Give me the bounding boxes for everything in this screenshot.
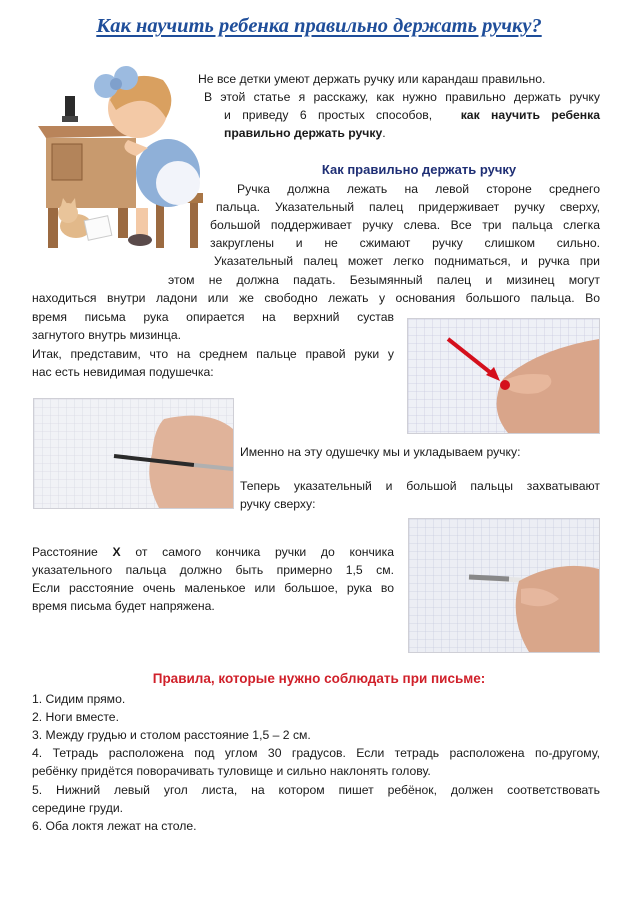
distance-line-2: указательного пальца должно быть примерно 1,5 см. [32, 563, 394, 577]
body-line-1: Ручка должна лежать на левой стороне среднего [237, 182, 600, 196]
body-line-4: закруглены и не сжимают ручку слишком сильно. [210, 236, 600, 250]
body-line-7: находиться внутри ладони или же свободно лежать у основания большого пальца. Во [32, 291, 600, 305]
distance-x-label: Х [112, 545, 121, 559]
rule-item-2: 2. Ноги вместе. [32, 710, 119, 724]
intro-line-3 [224, 107, 600, 124]
caption-cushion: Именно на эту одушечку мы и укладываем ручку: [240, 445, 521, 459]
body-line-11: нас есть невидимая подушечка: [32, 365, 214, 379]
rule-item-5: 5. Нижний левый угол листа, на котором пишет ребёнок, должен соответствовать [32, 783, 600, 797]
body-line-9: загнутого внутрь мизинца. [32, 328, 182, 342]
body-line-5: Указательный палец может легко подниматься, и ручка при [214, 254, 600, 268]
intro-line-2: В этой статье я расскажу, как нужно правильно держать ручку [204, 90, 600, 104]
section-heading-hold-pen: Как правильно держать ручку [321, 162, 517, 177]
distance-line-4: время письма будет напряжена. [32, 599, 215, 613]
body-line-3: большой поддерживает ручку слева. Все три пальца слегка [210, 218, 600, 232]
distance-line-1 [32, 544, 394, 561]
rule-item-4: 4. Тетрадь расположена под углом 30 градусов. Если тетрадь расположена по-другому, [32, 746, 600, 760]
intro-line-4-bold: правильно держать ручку [224, 126, 383, 140]
intro-line-4-end: . [382, 126, 386, 140]
girl-writing-illustration [18, 58, 218, 253]
hand-pen-photo-2 [408, 518, 600, 653]
distance-line-1c: от самого кончика ручки до кончика [135, 545, 394, 559]
body-line-8: время письма рука опирается на верхний сустав [32, 310, 394, 324]
hand-pen-photo-1 [33, 398, 234, 509]
distance-line-1a: Расстояние [32, 545, 98, 559]
caption-fingers-line-1: Теперь указательный и большой пальцы захватывают [240, 479, 600, 493]
rule-item-3: 3. Между грудью и столом расстояние 1,5 – 2 см. [32, 728, 311, 742]
rule-item-6: 6. Оба локтя лежат на столе. [32, 819, 197, 833]
rule-item-5-cont: середине груди. [32, 801, 124, 815]
intro-line-1: Не все детки умеют держать ручку или карандаш правильно. [198, 72, 546, 86]
rule-item-1: 1. Сидим прямо. [32, 692, 126, 706]
hand-finger-arrow-photo [407, 318, 600, 434]
rule-item-4-cont: ребёнку придётся поворачивать туловище и сильно наклонять голову. [32, 764, 431, 778]
body-line-6: этом не должна падать. Безымянный палец и мизинец могут [168, 273, 600, 287]
distance-line-3: Если расстояние очень маленькое или большое, рука во [32, 581, 394, 595]
rules-heading: Правила, которые нужно соблюдать при письме: [152, 671, 486, 686]
caption-fingers-line-2: ручку сверху: [240, 497, 316, 511]
intro-line-3-bold: как научить ребенка [460, 108, 600, 122]
intro-line-3-text: и приведу 6 простых способов, [224, 108, 433, 122]
body-line-2: пальца. Указательный палец придерживает ручку сверху, [216, 200, 600, 214]
intro-line-4 [224, 125, 386, 142]
page-title: Как научить ребенка правильно держать ручку? [96, 15, 542, 37]
body-line-10: Итак, представим, что на среднем пальце правой руки у [32, 347, 394, 361]
